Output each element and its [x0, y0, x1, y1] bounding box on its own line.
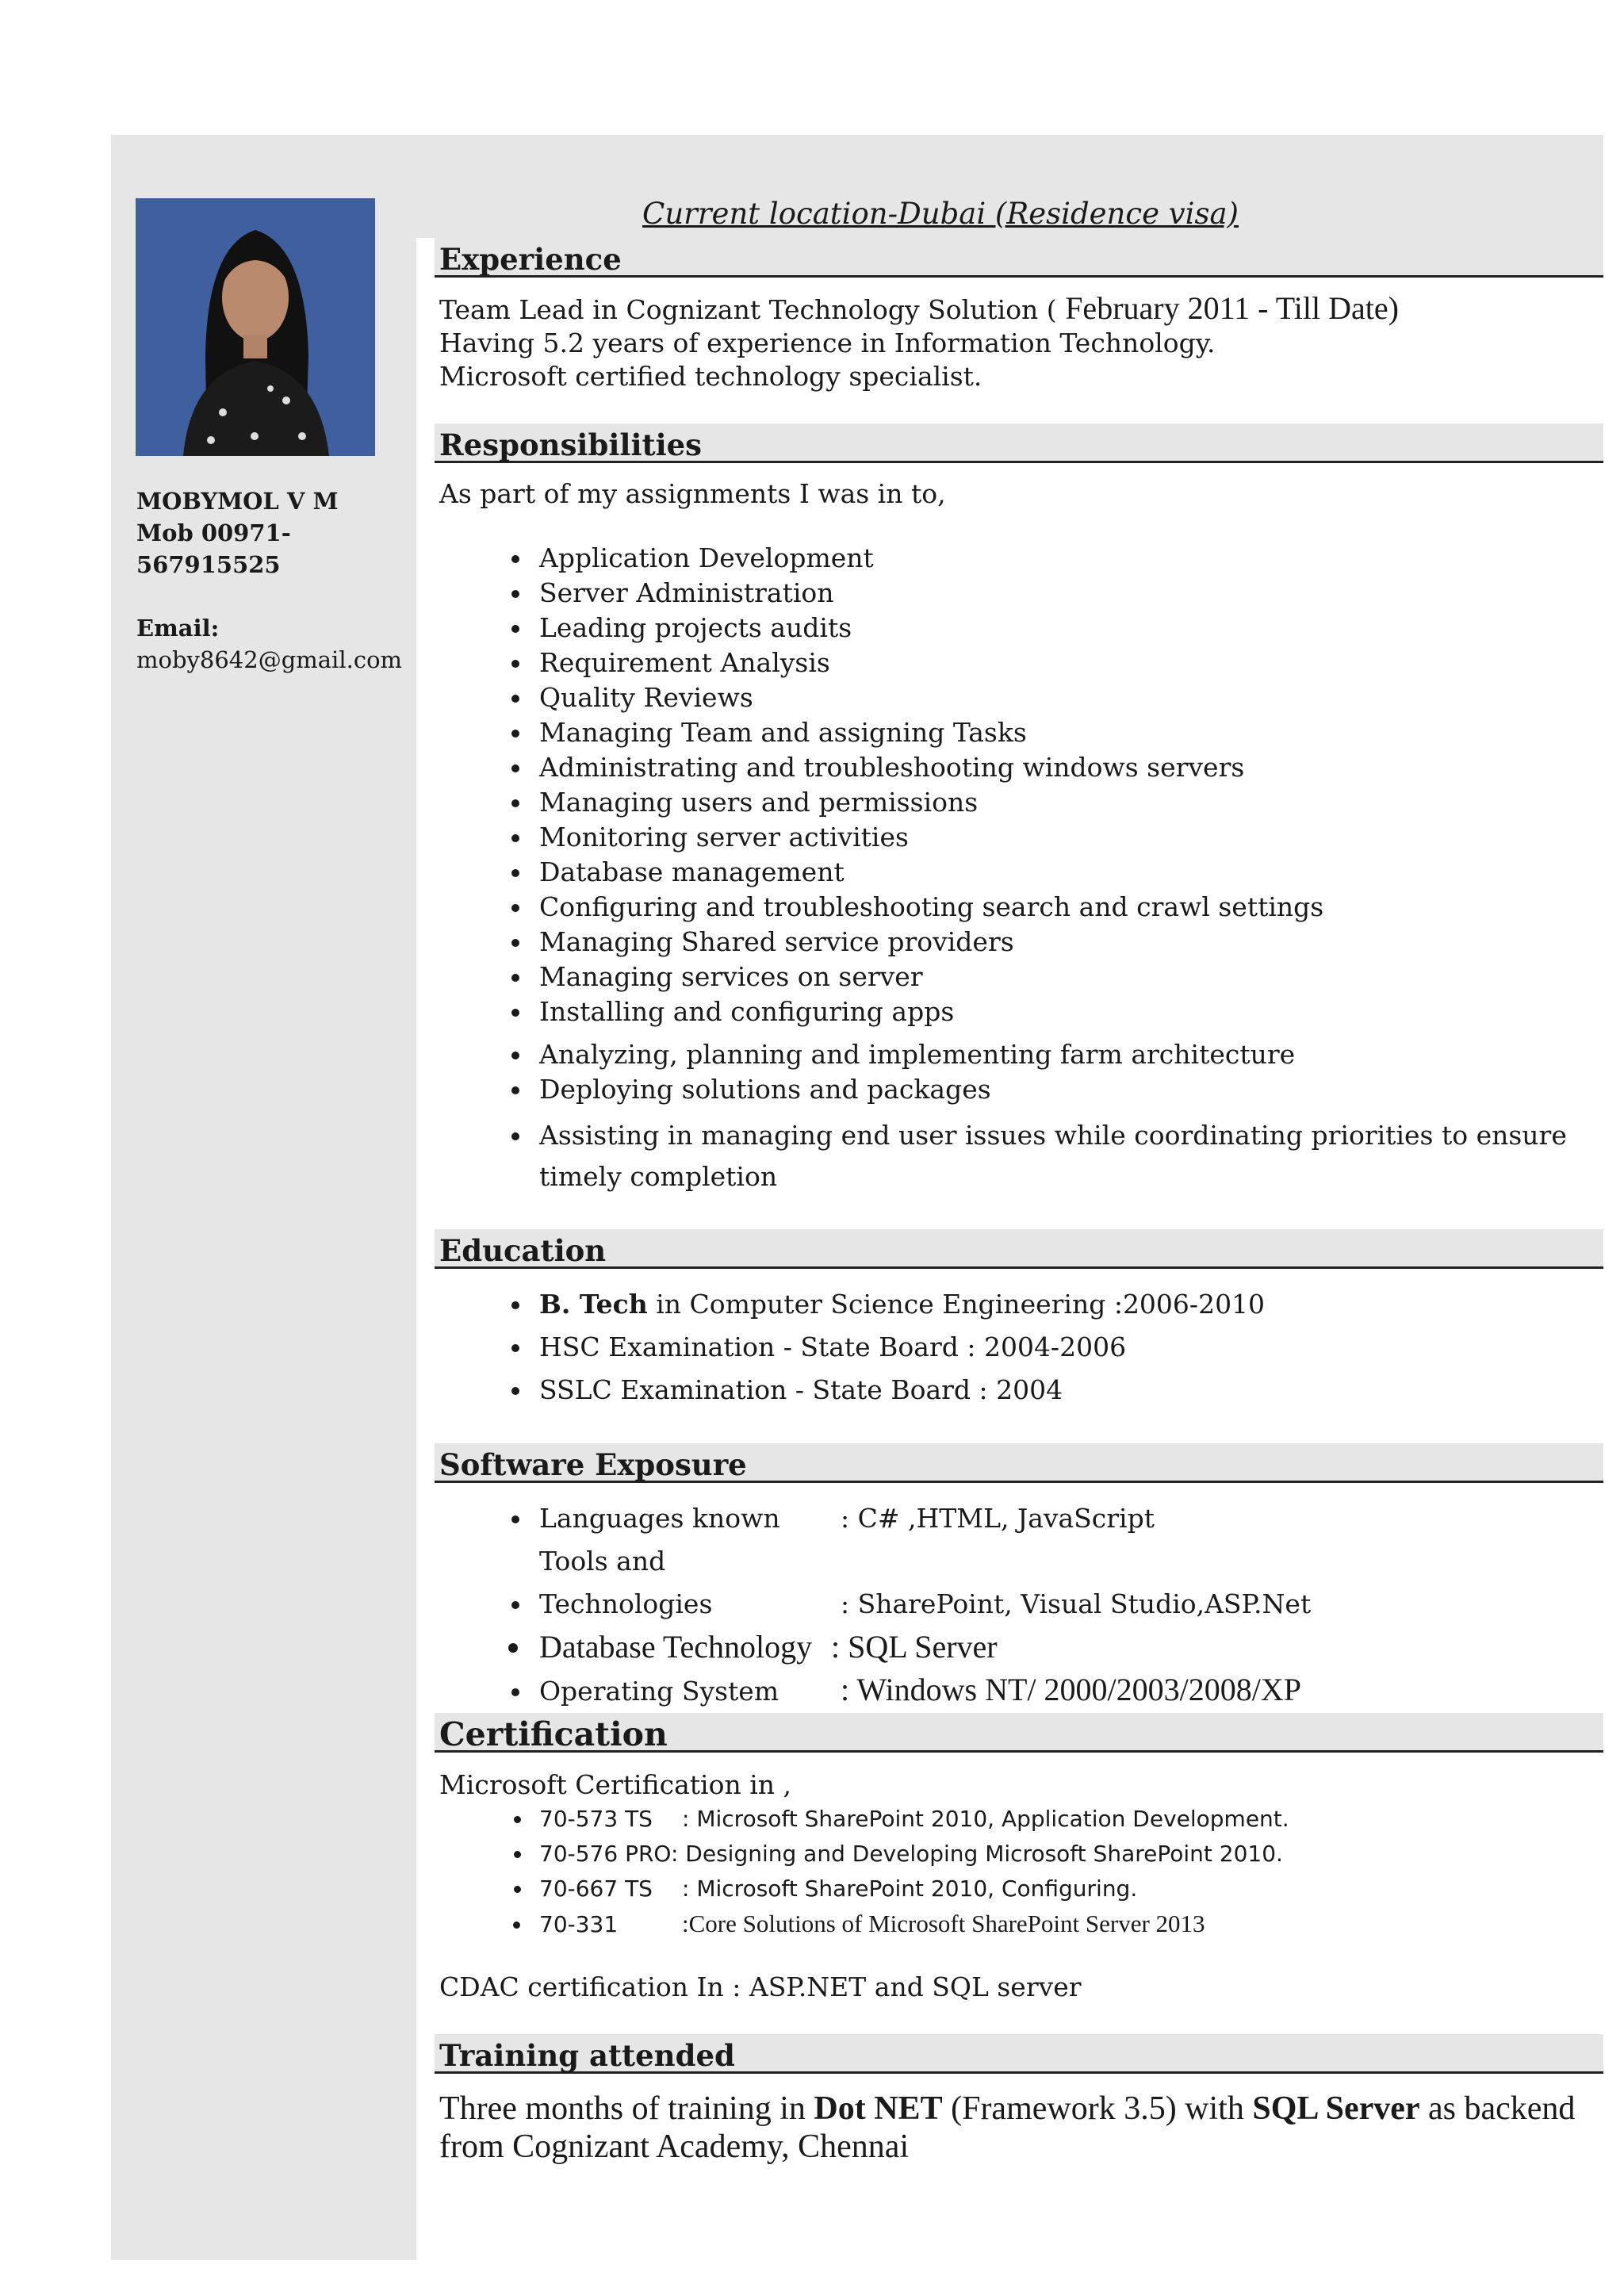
list-item: • Database Technology : SQL Server [533, 1626, 1603, 1669]
candidate-name: MOBYMOL V M [136, 488, 339, 515]
list-item: • Analyzing, planning and implementing farm architecture [533, 1037, 1603, 1072]
section-certification-title: Certification [435, 1713, 1603, 1753]
section-experience-title: Experience [435, 238, 1603, 278]
software-list [435, 1497, 1603, 1713]
list-item: • Managing services on server [533, 960, 1603, 994]
email-label: Email: [136, 615, 220, 642]
section-education-title: Education [435, 1229, 1603, 1269]
certification-intro: Microsoft Certification in , [439, 1769, 791, 1800]
list-item: • 70-576 PRO: Designing and Developing Microsoft SharePoint 2010. [533, 1837, 1603, 1872]
list-item: • Server Administration [533, 576, 1603, 611]
section-software-title: Software Exposure [435, 1443, 1603, 1483]
contact-block [136, 485, 410, 676]
list-item: • Requirement Analysis [533, 646, 1603, 680]
list-item: • 70-573 TS : Microsoft SharePoint 2010, Application Development. [533, 1802, 1603, 1837]
responsibilities-list [435, 541, 1603, 1197]
list-item: • Leading projects audits [533, 611, 1603, 646]
list-item: • Managing users and permissions [533, 785, 1603, 820]
list-item: • Quality Reviews [533, 680, 1603, 715]
main-content [435, 238, 1603, 2166]
list-item: • 70-667 TS : Microsoft SharePoint 2010, Configuring. [533, 1872, 1603, 1906]
experience-line2: Having 5.2 years of experience in Information Technology. [439, 328, 1216, 358]
training-body [435, 2090, 1603, 2166]
mobile-line2: 567915525 [136, 551, 281, 578]
list-item: • Configuring and troubleshooting search and crawl settings [533, 890, 1603, 925]
list-item: • Tools and Technologies : SharePoint, Visual Studio,ASP.Net [533, 1540, 1603, 1626]
responsibilities-intro: As part of my assignments I was in to, [439, 478, 946, 509]
list-item: • Database management [533, 855, 1603, 890]
education-list [435, 1283, 1603, 1412]
mobile-line1: Mob 00971- [136, 519, 291, 546]
list-item: • HSC Examination - State Board : 2004-2006 [533, 1326, 1603, 1369]
list-item: • SSLC Examination - State Board : 2004 [533, 1369, 1603, 1412]
profile-photo [136, 198, 375, 456]
list-item: • Deploying solutions and packages [533, 1072, 1603, 1107]
list-item: • Application Development [533, 541, 1603, 576]
section-responsibilities-title: Responsibilities [435, 423, 1603, 463]
list-item: • Installing and configuring apps [533, 994, 1603, 1029]
list-item: • 70-331 :Core Solutions of Microsoft SharePoint Server 2013 [533, 1906, 1603, 1942]
email-address: moby8642@gmail.com [136, 646, 403, 673]
section-training-title: Training attended [435, 2034, 1603, 2074]
list-item: • Languages known : C# ,HTML, JavaScript [533, 1497, 1603, 1540]
certification-list [435, 1802, 1603, 1942]
training-line1: Three months of training in Dot NET (Framework 3.5) with SQL Server as backend [439, 2090, 1576, 2127]
list-item: • B. Tech in Computer Science Engineering :2006-2010 [533, 1283, 1603, 1326]
list-item: • Managing Shared service providers [533, 925, 1603, 960]
current-location: Current location-Dubai (Residence visa) [642, 197, 1239, 231]
experience-dates: February 2011 - Till Date) [1065, 290, 1399, 326]
experience-line1: Team Lead in Cognizant Technology Solution ( February 2011 - Till Date) [439, 290, 1399, 326]
experience-line3: Microsoft certified technology specialist. [439, 361, 982, 392]
list-item: • Assisting in managing end user issues while coordinating priorities to ensure timely completion [533, 1115, 1603, 1197]
training-line2: from Cognizant Academy, Chennai [439, 2128, 910, 2165]
list-item: • Operating System : Windows NT/ 2000/2003/2008/XP [533, 1669, 1603, 1713]
list-item: • Managing Team and assigning Tasks [533, 715, 1603, 750]
list-item: • Monitoring server activities [533, 820, 1603, 855]
sidebar [111, 135, 416, 2260]
list-item: • Administrating and troubleshooting windows servers [533, 750, 1603, 785]
cdac-certification: CDAC certification In : ASP.NET and SQL server [439, 1971, 1082, 2002]
experience-body [435, 292, 1603, 393]
